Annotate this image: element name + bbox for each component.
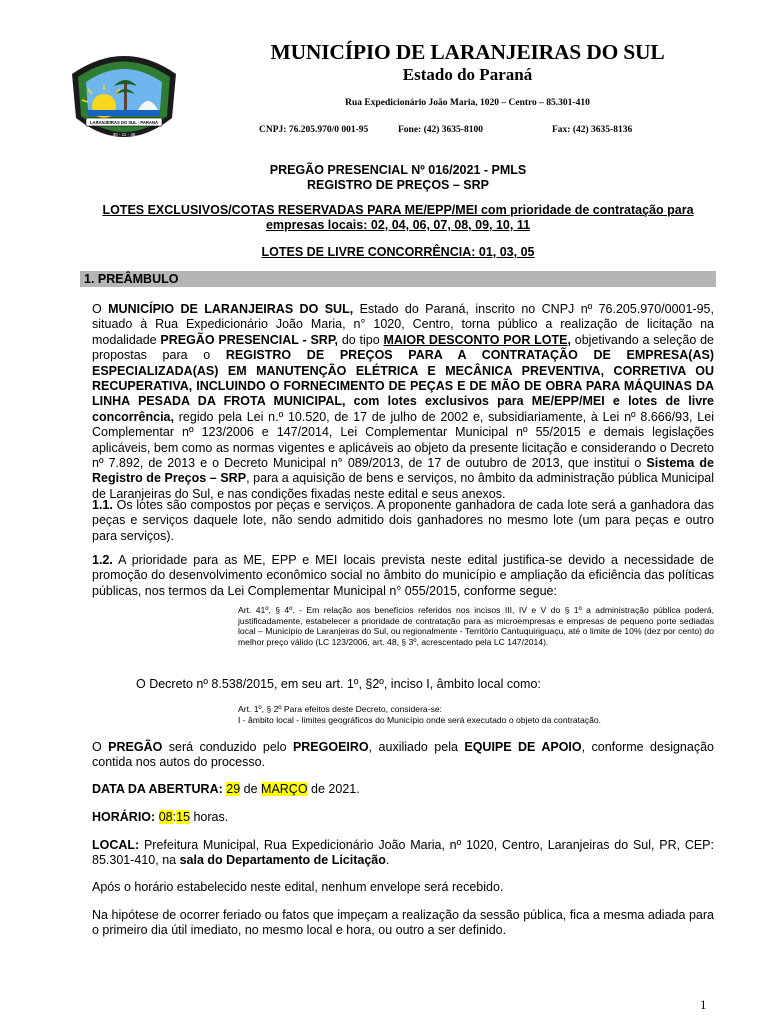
crest-banner-text: LARANJEIRAS DO SUL - PARANÁ xyxy=(89,120,159,125)
header-title: MUNICÍPIO DE LARANJEIRAS DO SUL xyxy=(270,40,665,64)
item-1-2-paragraph: 1.2. A prioridade para as ME, EPP e MEI locais prevista neste edital justifica-se devido a necessidade de promoção do desenvolvimento econômico social no âmbito do município e ampliação da eficiência das políticas públicas, nos termos da Lei Complementar Municipal n° 055/2015, conforme segue: xyxy=(92,553,714,598)
municipal-crest-logo xyxy=(64,44,184,152)
decreto-paragraph: O Decreto nº 8.538/2015, em seu art. 1º, §2º, inciso I, âmbito local como: xyxy=(136,677,541,691)
data-abertura: DATA DA ABERTURA: 29 de MARÇO de 2021. xyxy=(92,782,360,796)
apos-paragraph: Após o horário estabelecido neste edital, nenhum envelope será recebido. xyxy=(92,880,504,894)
page-number: 1 xyxy=(700,997,707,1012)
highlight-hour: 08 xyxy=(158,810,173,824)
title-pregao: PREGÃO PRESENCIAL Nº 016/2021 - PMLS xyxy=(269,163,527,177)
legal-quote-lc: Art. 41º, § 4º. - Em relação aos benefícios referidos nos incisos III, IV e V do § 1º a administração pública poderá, justificadamente, estabelecer a prioridade de contratação para as microempresas e empresas de pequeno porte sediadas local – Município de Laranjeiras do Sul, ou regionalmente - Território Cantuquiriguaçu, até o limite de 10% (dez por cento) do melhor preço válido (LC 123/2006, art. 48, § 3º, acrescentado pela LC 147/2014). xyxy=(238,605,714,647)
preambulo-paragraph: O MUNICÍPIO DE LARANJEIRAS DO SUL, Estado do Paraná, inscrito no CNPJ nº 76.205.970/0001-95, situado à Rua Expedicionário João Maria, n° 1020, Centro, torna público a realização de licitação na modalidade PREGÃO PRESENCIAL - SRP, do tipo MAIOR DESCONTO POR LOTE, objetivando a seleção de propostas para o REGISTRO DE PREÇOS PARA A CONTRATAÇÃO DE EMPRESA(AS) ESPECIALIZADA(AS) EM MANUTENÇÃO ELÉTRICA E MECÂNICA PREVENTIVA, CORRETIVA OU RECUPERATIVA, INCLUINDO O FORNECIMENTO DE PEÇAS E DE MÃO DE OBRA PARA MÁQUINAS DA LINHA PESADA DA FROTA MUNICIPAL, com lotes exclusivos para ME/EPP/MEI e lotes de livre concorrência, regido pela Lei n.º 10.520, de 17 de julho de 2002 e, subsidiariamente, à Lei nº 8.666/93, Lei Complementar nº 123/2006 e 147/2014, Lei Complementar Municipal nº 55/2015 e demais legislações aplicáveis, bem como as normas vigentes e aplicáveis ao objeto da presente licitação e considerando o Decreto nº 7.892, de 2013 e o Decreto Municipal n° 089/2013, de 17 de outubro de 2013, que institui o Sistema de Registro de Preços – SRP, para a aquisição de bens e serviços, no âmbito da administração pública Municipal de Laranjeiras do Sul, e nas condições fixadas neste edital e seus anexos. xyxy=(92,302,715,501)
crest-date-text: 30 - 11 - 46 xyxy=(112,132,136,137)
section-header-bar xyxy=(80,271,716,287)
header-phone: Fone: (42) 3635-8100 xyxy=(398,125,483,135)
item-1-1-paragraph: 1.1. Os lotes são compostos por peças e serviços. A proponente ganhadora de cada lote será a ganhadora das peças e serviços daquele lote, não sendo admitido dois ganhadores no mesmo lote (um para peças e outro para serviços). xyxy=(92,498,714,543)
header-state: Estado do Paraná xyxy=(402,65,533,84)
title-registro: REGISTRO DE PREÇOS – SRP xyxy=(307,178,489,192)
title-lotes-livre: LOTES DE LIVRE CONCORRÊNCIA: 01, 03, 05 xyxy=(261,245,535,259)
highlight-day: 29 xyxy=(226,782,241,796)
highlight-minute: 15 xyxy=(176,810,190,824)
pregao-paragraph: O PREGÃO será conduzido pelo PREGOEIRO, auxiliado pela EQUIPE DE APOIO, conforme designação contida nos autos do processo. xyxy=(92,740,714,770)
header-fax: Fax: (42) 3635-8136 xyxy=(552,125,633,135)
highlight-month: MARÇO xyxy=(261,782,308,796)
header-address: Rua Expedicionário João Maria, 1020 – Centro – 85.301-410 xyxy=(345,98,590,108)
hipotese-paragraph: Na hipótese de ocorrer feriado ou fatos que impeçam a realização da sessão pública, fica a mesma adiada para o primeiro dia útil imediato, no mesmo local e hora, ou outro a ser definido. xyxy=(92,908,714,938)
local-paragraph: LOCAL: Prefeitura Municipal, Rua Expedicionário João Maria, nº 1020, Centro, Laranjeiras do Sul, PR, CEP: 85.301-410, na sala do Departamento de Licitação. xyxy=(92,838,714,868)
horario: HORÁRIO: 08:15 horas. xyxy=(92,810,229,824)
legal-quote-decreto: Art. 1º, § 2º Para efeitos deste Decreto, considera-se: I - âmbito local - limites geográficos do Município onde será executado o objeto da contratação. xyxy=(238,704,602,725)
header-cnpj: CNPJ: 76.205.970/0 001-95 xyxy=(259,125,369,135)
section-title: 1. PREÂMBULO xyxy=(84,272,179,286)
title-lotes-exclusivos: LOTES EXCLUSIVOS/COTAS RESERVADAS PARA ME/EPP/MEI com prioridade de contratação para empresas locais: 02, 04, 06, 07, 08, 09, 10, 11 xyxy=(102,203,694,232)
